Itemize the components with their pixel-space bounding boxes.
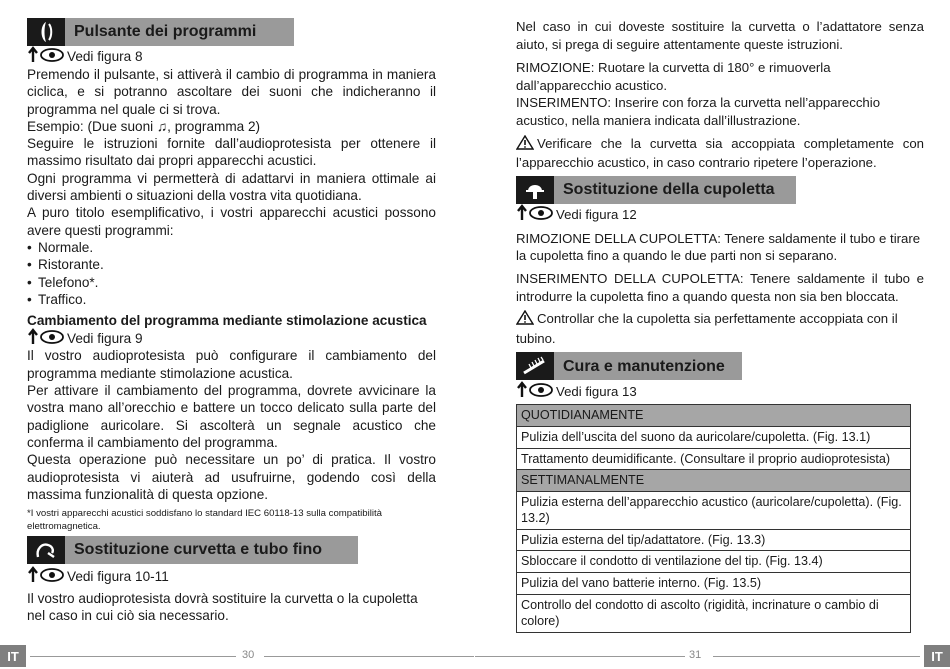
programs-section-header [27,18,294,46]
warning-text: Controllar che la cupoletta sia perfettamente accoppiata con il tubino. [516,311,898,346]
left-column [27,18,436,625]
program-list [27,239,436,308]
page-number: 30 [242,649,255,661]
paragraph: INSERIMENTO DELLA CUPOLETTA: Tenere saldamente il tubo e introdurre la cupoletta fino a quando questa non sia ben bloccata. [516,270,924,304]
table-cell: Sbloccare il condotto di ventilazione del tip. (Fig. 13.4) [517,551,911,573]
maintenance-table [516,404,911,633]
section-title: Cura e manutenzione [554,352,742,380]
see-figure-label: Vedi figura 8 [67,49,143,65]
table-row [517,529,911,551]
list-item: • Normale. [27,239,436,256]
paragraph: Ogni programma vi permetterà di adattarvi in maniera ottimale ai diversi ambienti o situazioni della vostra vita quotidiana. [27,170,436,204]
paragraph: RIMOZIONE: Ruotare la curvetta di 180° e rimuoverla dall’apparecchio acustico. [516,60,831,93]
table-row [517,491,911,529]
list-item: • Telefono*. [27,274,436,291]
pointer-eye-icon [516,204,556,226]
left-footer [0,645,475,669]
pointer-eye-icon [27,566,67,587]
see-figure-label: Vedi figura 13 [556,383,637,399]
section-title: Sostituzione curvetta e tubo fino [65,536,358,564]
see-figure [27,568,436,586]
section-title: Pulsante dei programmi [65,18,294,46]
table-cell: Pulizia del vano batterie interno. (Fig. 13.5) [517,573,911,595]
table-cell: Pulizia esterna dell’apparecchio acustico (auricolare/cupoletta). (Fig. 13.2) [517,491,911,529]
paragraph: RIMOZIONE DELLA CUPOLETTA: Tenere saldamente il tubo e tirare la cupoletta fino a quando le due parti non si separano. [516,230,921,264]
page-number: 31 [689,649,702,661]
see-figure-label: Vedi figura 9 [67,330,143,346]
paragraph: Il vostro audioprotesista può configurare il cambiamento del programma mediante stimolazione acustica. [27,348,436,381]
brush-icon [516,352,554,380]
pointer-eye-icon [27,328,67,349]
right-column [516,18,924,633]
right-footer [475,645,950,669]
see-figure [27,48,436,66]
table-cell: Pulizia esterna del tip/adattatore. (Fig. 13.3) [517,529,911,551]
table-row [517,405,911,427]
language-tab: IT [0,645,26,667]
list-item: • Traffico. [27,291,436,308]
care-section-header [516,352,742,380]
table-cell: SETTIMANALMENTE [517,470,911,492]
table-row [517,594,911,632]
section-title: Sostituzione della cupoletta [554,176,796,204]
dome-section-header [516,176,796,204]
paragraph: A puro titolo esemplificativo, i vostri apparecchi acustici possono avere questi programmi: [27,205,436,238]
paragraph: Seguire le istruzioni fornite dall’audioprotesista per ottenere il massimo risultato dai propri apparecchi acustici. [27,136,436,169]
see-figure-label: Vedi figura 10-11 [67,569,169,585]
tube-section-header [27,536,358,564]
footer-rule [30,656,236,657]
table-row [517,426,911,448]
table-row [517,551,911,573]
warning-paragraph [516,135,924,172]
warning-text: Verificare che la curvetta sia accoppiata completamente con l’apparecchio acustico, in caso contrario ripetere l’operazione. [516,135,924,171]
pointer-eye-icon [27,46,67,67]
pointer-eye-icon [516,381,556,403]
paragraph: Questa operazione può necessitare un po’ di pratica. Il vostro audioprotesista vi aiuterà ad usufruirne, godendo così della massima funzionalità di questa opzione. [27,452,436,502]
see-figure [516,206,924,224]
footnote: *I vostri apparecchi acustici soddisfano lo standard IEC 60118-13 sulla compatibilità elettromagnetica. [27,508,382,532]
dome-icon [516,176,554,204]
footer-rule [475,656,685,657]
tube-icon [27,536,65,564]
warning-icon [516,310,534,330]
paragraph: Premendo il pulsante, si attiverà il cambio di programma in maniera ciclica, e si potranno ascoltare dei suoni che indicheranno il programma nel quale ci si trova. [27,67,436,117]
footer-rule [713,656,920,657]
table-cell: Controllo del condotto di ascolto (rigidità, incrinature o cambio di colore) [517,594,911,632]
list-item: • Ristorante. [27,256,436,273]
language-tab: IT [924,645,950,667]
paragraph: Per attivare il cambiamento del programma, dovrete avvicinare la vostra mano all’orecchio e battere un tocco delicato sulla parte del padiglione auricolare. Si ascolterà un segnale acustico che conferma il cambiamento del programma. [27,383,436,450]
table-cell: QUOTIDIANAMENTE [517,405,911,427]
see-figure-label: Vedi figura 12 [556,206,637,222]
table-row [517,573,911,595]
footer-rule [264,656,474,657]
warning-paragraph [516,310,924,347]
program-button-icon [27,18,65,46]
see-figure [27,329,436,347]
paragraph: Esempio: (Due suoni ♫, programma 2) [27,118,261,134]
see-figure [516,382,924,400]
table-cell: Pulizia dell’uscita del suono da auricolare/cupoletta. (Fig. 13.1) [517,426,911,448]
paragraph: Nel caso in cui doveste sostituire la curvetta o l’adattatore senza aiuto, si prega di seguire attentamente queste istruzioni. [516,19,924,52]
subsection-title: Cambiamento del programma mediante stimolazione acustica [27,313,427,329]
warning-icon [516,135,534,155]
paragraph: Il vostro audioprotesista dovrà sostituire la curvetta o la cupoletta nel caso in cui ciò sia necessario. [27,591,418,624]
paragraph: INSERIMENTO: Inserire con forza la curvetta nell’apparecchio acustico, nella maniera indicata dall’illustrazione. [516,95,881,128]
table-cell: Trattamento deumidificante. (Consultare il proprio audioprotesista) [517,448,911,470]
table-row [517,448,911,470]
table-row [517,470,911,492]
